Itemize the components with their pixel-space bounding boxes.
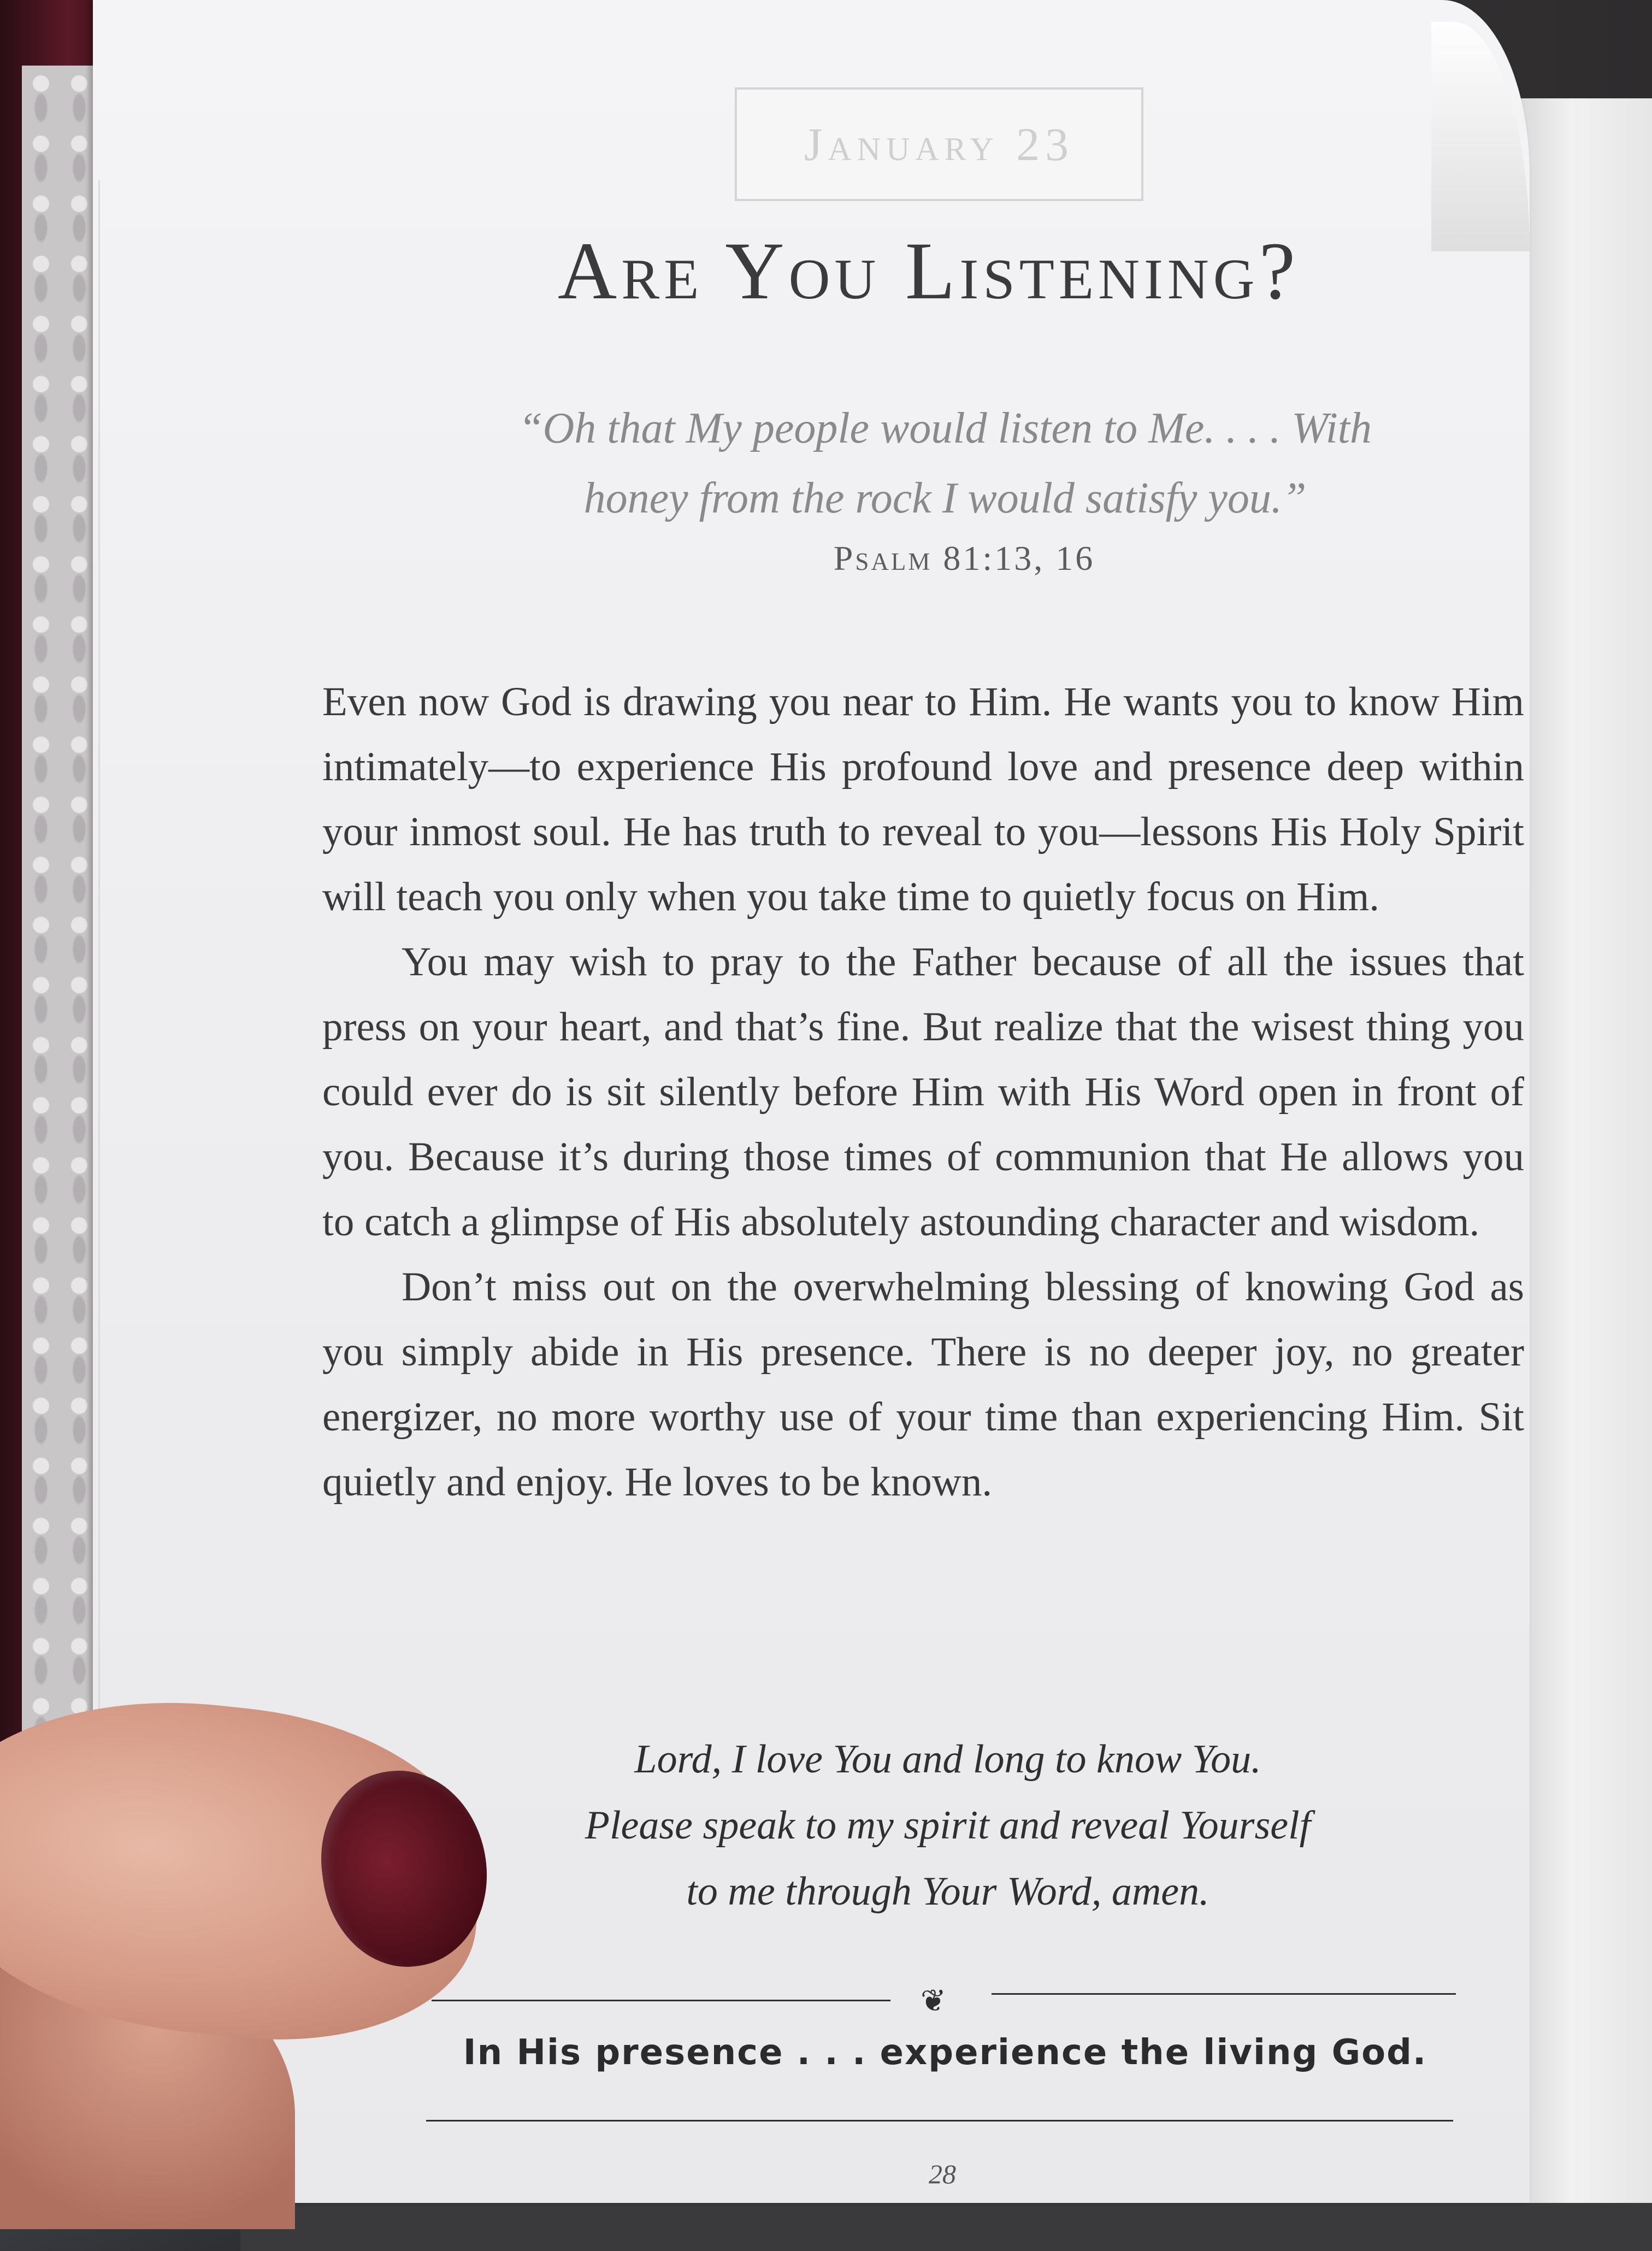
- paragraph-2: You may wish to pray to the Father because of all the issues that press on your heart, and that’s fine. But realize that the wisest thing you could ever do is sit silently before Him with His Word open in front of you. Because it’s during those times of communion that He allows you to catch a glimpse of His absolutely astounding character and wisdom.: [322, 939, 1524, 1245]
- prayer: [470, 1726, 1426, 1925]
- paragraph-3: Don’t miss out on the overwhelming blessing of knowing God as you simply abide in His presence. There is no deeper joy, no greater energizer, no more worthy use of your time than experiencing Him. Sit quietly and enjoy. He loves to be known.: [322, 1264, 1524, 1505]
- fleuron-icon: ❦: [921, 1984, 946, 2018]
- tagline-underline: [426, 2120, 1453, 2122]
- date-label: January 23: [804, 118, 1075, 170]
- scripture-quote: [470, 393, 1420, 533]
- divider-left: [432, 2000, 890, 2001]
- facing-page-edge: [1519, 98, 1652, 2203]
- quote-line-1: “Oh that My people would listen to Me. . . . With: [518, 404, 1372, 452]
- prayer-line-3: to me through Your Word, amen.: [686, 1869, 1210, 1914]
- page-title: Are You Listening?: [557, 226, 1300, 316]
- tagline: In His presence . . . experience the living God.: [463, 2032, 1427, 2073]
- paragraph-1: Even now God is drawing you near to Him. He wants you to know Him intimately—to experience His profound love and presence deep within your inmost soul. He has truth to reveal to you—lessons His Holy Spirit will teach you only when you take time to quietly focus on Him.: [322, 679, 1524, 920]
- prayer-line-2: Please speak to my spirit and reveal Yourself: [585, 1803, 1311, 1848]
- divider-right: [992, 1993, 1456, 1995]
- date-tab: [735, 87, 1143, 201]
- devotional-body: [322, 669, 1524, 1515]
- quote-line-2: honey from the rock I would satisfy you.”: [583, 474, 1307, 522]
- page-number: 28: [929, 2159, 956, 2189]
- prayer-line-1: Lord, I love You and long to know You.: [634, 1737, 1261, 1782]
- scripture-reference: Psalm 81:13, 16: [833, 539, 1095, 578]
